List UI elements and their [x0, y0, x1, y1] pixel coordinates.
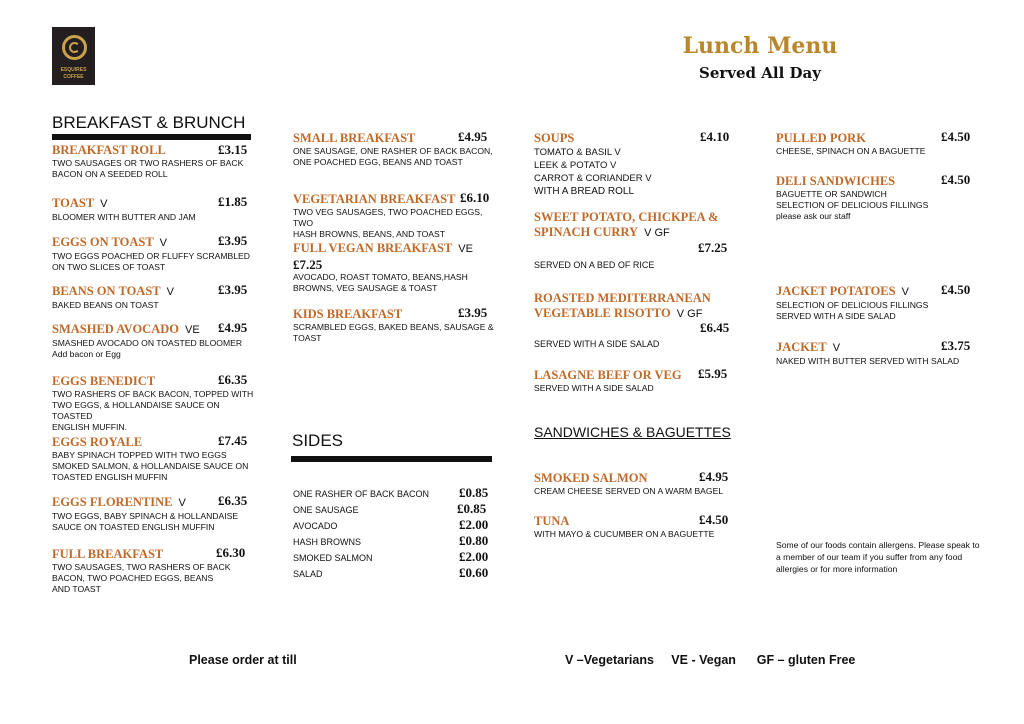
menu-item-beans-on-toast: BEANS ON TOAST V BAKED BEANS ON TOAST	[52, 284, 174, 310]
menu-item-eggs-florentine: EGGS FLORENTINE V TWO EGGS, BABY SPINACH & HOLLANDAISE SAUCE ON TOASTED ENGLISH MUFFIN	[52, 495, 239, 532]
side-item: ONE SAUSAGE	[293, 505, 359, 515]
logo-text-line1: ESQUIRES	[60, 67, 87, 73]
logo-text-line2: COFFEE	[63, 74, 84, 80]
price: £6.10	[460, 190, 490, 205]
menu-item-breakfast-roll: BREAKFAST ROLL TWO SAUSAGES OR TWO RASHERS OF BACK BACON ON A SEEDED ROLL	[52, 143, 244, 179]
menu-item-jacket-potatoes: JACKET POTATOES V SELECTION OF DELICIOUS FILLINGS SERVED WITH A SIDE SALAD	[776, 284, 929, 321]
footer-order-note: Please order at till	[189, 653, 297, 667]
menu-item-pulled-pork: PULLED PORK CHEESE, SPINACH ON A BAGUETTE	[776, 131, 926, 156]
note: Add bacon or Egg	[52, 349, 121, 359]
side-item: ONE RASHER OF BACK BACON	[293, 489, 430, 499]
price: £7.25	[293, 257, 323, 272]
price: £4.50	[941, 129, 971, 144]
price: £1.85	[218, 194, 248, 209]
footer-legend: V –Vegetarians VE - Vegan GF – gluten Free	[565, 653, 856, 667]
menu-item-jacket: JACKET V NAKED WITH BUTTER SERVED WITH SALAD	[776, 340, 960, 366]
menu-item-full-vegan-breakfast: FULL VEGAN BREAKFAST VE £7.25 AVOCADO, ROAST TOMATO, BEANS,HASH BROWNS, VEG SAUSAGE & TOAST	[293, 241, 503, 294]
price: £4.10	[700, 129, 730, 144]
section-sandwiches-heading: SANDWICHES & BAGUETTES	[534, 424, 731, 440]
esquires-logo	[52, 27, 95, 85]
side-price: £0.85	[459, 485, 489, 500]
side-item: AVOCADO	[293, 521, 338, 531]
price: £4.50	[941, 172, 971, 187]
note: please ask our staff	[776, 211, 851, 221]
menu-item-small-breakfast: SMALL BREAKFAST ONE SAUSAGE, ONE RASHER OF BACK BACON, ONE POACHED EGG, BEANS AND TOAST	[293, 131, 493, 167]
price: £4.95	[458, 129, 488, 144]
menu-item-deli-sandwiches: DELI SANDWICHES BAGUETTE OR SANDWICH SELECTION OF DELICIOUS FILLINGS please ask our staff	[776, 174, 986, 222]
menu-item-full-breakfast: FULL BREAKFAST TWO SAUSAGES, TWO RASHERS OF BACK BACON, TWO POACHED EGGS, BEANS AND TOAST	[52, 547, 231, 594]
price: £3.15	[218, 142, 248, 157]
price: £6.35	[218, 372, 248, 387]
side-price: £2.00	[459, 549, 489, 564]
menu-item-soups: SOUPS TOMATO & BASIL V LEEK & POTATO V CARROT & CORIANDER V WITH A BREAD ROLL	[534, 131, 734, 198]
menu-item-vegetarian-breakfast: VEGETARIAN BREAKFAST TWO VEG SAUSAGES, TWO POACHED EGGS, TWO HASH BROWNS, BEANS, AND TOAST	[293, 192, 483, 239]
menu-item-smoked-salmon: SMOKED SALMON CREAM CHEESE SERVED ON A WARM BAGEL	[534, 471, 724, 496]
price: £4.50	[699, 512, 729, 527]
side-price: £0.85	[457, 501, 487, 516]
price: £6.35	[218, 493, 248, 508]
price: £3.75	[941, 338, 971, 353]
price: £4.95	[218, 320, 248, 335]
allergy-notice: Some of our foods contain allergens. Please speak to a member of our team if you suffer from any food allergies or for more information	[776, 540, 980, 574]
price: £7.45	[218, 433, 248, 448]
section-breakfast-heading: BREAKFAST & BRUNCH	[52, 113, 246, 132]
section-divider	[291, 456, 492, 462]
menu-item-lasagne: LASAGNE BEEF OR VEG SERVED WITH A SIDE SALAD	[534, 368, 682, 393]
menu-item-eggs-benedict: EGGS BENEDICT TWO RASHERS OF BACK BACON, TOPPED WITH TWO EGGS, & HOLLANDAISE SAUCE ON TOASTED ENGLISH MUFFIN.	[52, 374, 254, 432]
menu-item-tuna: TUNA WITH MAYO & CUCUMBER ON A BAGUETTE	[534, 514, 715, 539]
side-item: SALAD	[293, 569, 323, 579]
price: £4.50	[941, 282, 971, 297]
side-price: £0.60	[459, 565, 489, 580]
logo-ring-icon	[62, 35, 87, 60]
price: £3.95	[218, 233, 248, 248]
price: £3.95	[218, 282, 248, 297]
section-sides-heading: SIDES	[292, 431, 344, 450]
menu-item-kids-breakfast: KIDS BREAKFAST SCRAMBLED EGGS, BAKED BEANS, SAUSAGE & TOAST	[293, 307, 494, 343]
price: £3.95	[458, 305, 488, 320]
menu-item-eggs-on-toast: EGGS ON TOAST V TWO EGGS POACHED OR FLUFFY SCRAMBLED ON TWO SLICES OF TOAST	[52, 235, 251, 272]
menu-item-toast: TOAST V BLOOMER WITH BUTTER AND JAM	[52, 196, 196, 222]
side-item: HASH BROWNS	[293, 537, 362, 547]
price: £5.95	[698, 366, 728, 381]
note: WITH A BREAD ROLL	[534, 186, 635, 197]
side-item: SMOKED SALMON	[293, 553, 373, 563]
menu-item-eggs-royale: EGGS ROYALE BABY SPINACH TOPPED WITH TWO EGGS SMOKED SALMON, & HOLLANDAISE SAUCE ON TOASTED ENGLISH MUFFIN	[52, 435, 249, 482]
price: £4.95	[699, 469, 729, 484]
menu-item-vegetable-risotto: ROASTED MEDITERRANEAN VEGETABLE RISOTTO V GF	[534, 291, 711, 320]
side-price: £0.80	[459, 533, 489, 548]
menu-item-sweet-potato-curry: SWEET POTATO, CHICKPEA & SPINACH CURRY V GF	[534, 210, 719, 239]
page-subtitle: Served All Day	[699, 64, 821, 82]
price: £6.30	[216, 545, 246, 560]
price: £7.25	[698, 240, 728, 255]
section-divider	[52, 134, 251, 140]
price: £6.45	[700, 320, 730, 335]
description: SERVED WITH A SIDE SALAD	[534, 339, 660, 349]
description: SERVED ON A BED OF RICE	[534, 260, 655, 270]
side-price: £2.00	[459, 517, 489, 532]
menu-item-smashed-avocado: SMASHED AVOCADO VE SMASHED AVOCADO ON TOASTED BLOOMER Add bacon or Egg	[52, 322, 262, 360]
page-title: Lunch Menu	[682, 33, 838, 59]
